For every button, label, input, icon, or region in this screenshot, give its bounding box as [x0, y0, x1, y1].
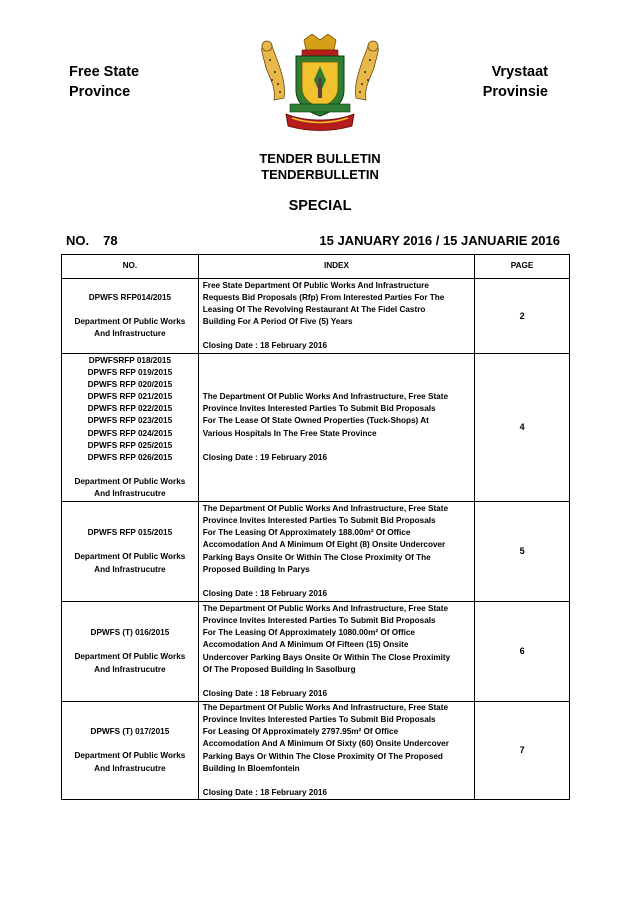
tender-number-cell — [62, 502, 199, 602]
index-description-line: Proposed Building In Parys — [202, 564, 310, 574]
index-description-line: Building In Bloemfontein — [202, 763, 300, 773]
index-description-line: Undercover Parking Bays Onsite Or Within The Close Proximity — [202, 652, 451, 662]
department-name: And Infrastrucutre — [94, 763, 166, 773]
department-name: And Infrastrucutre — [94, 488, 166, 498]
header-right — [483, 62, 548, 102]
index-cell — [198, 702, 474, 800]
index-description-line: Building For A Period Of Five (5) Years — [202, 317, 353, 327]
issue-number-label: NO. — [66, 233, 90, 248]
tender-reference: DPWFS RFP014/2015 — [88, 292, 172, 302]
bulletin-title-afrikaans: TENDERBULLETIN — [261, 167, 379, 182]
header-left — [69, 62, 139, 102]
coat-of-arms-icon — [256, 34, 384, 134]
tender-reference: DPWFS RFP 021/2015 — [87, 392, 173, 402]
index-description-line: Requests Bid Proposals (Rfp) From Interested Parties For The — [202, 292, 445, 302]
tender-reference: DPWFS RFP 022/2015 — [87, 404, 173, 414]
department-name: And Infrastrucutre — [94, 564, 166, 574]
tender-number-cell — [62, 279, 199, 354]
department-name: Department Of Public Works — [74, 751, 186, 761]
index-description-line: Various Hospitals In The Free State Province — [202, 428, 377, 438]
index-description-line: For The Leasing Of Approximately 1080.00m² Of Office — [202, 628, 415, 638]
index-cell — [198, 502, 474, 602]
index-description-line: Accomodation And A Minimum Of Fifteen (15) Onsite — [202, 640, 409, 650]
index-description-line: For Leasing Of Approximately 2797.95m² Of Office — [202, 727, 399, 737]
page-number-cell: 5 — [475, 502, 570, 602]
index-description-line: Accomodation And A Minimum Of Sixty (60) Onsite Undercover — [202, 739, 449, 749]
header-right-line1: Vrystaat — [491, 64, 548, 80]
tender-reference: DPWFS RFP 023/2015 — [87, 416, 173, 426]
tender-reference: DPWFS RFP 024/2015 — [87, 428, 173, 438]
bulletin-title: TENDER BULLETIN — [259, 151, 381, 166]
page-number-cell: 2 — [475, 279, 570, 354]
table-row — [62, 279, 570, 354]
tender-reference: DPWFS RFP 025/2015 — [87, 440, 173, 450]
index-description-line: Of The Proposed Building In Sasolburg — [202, 664, 356, 674]
header-right-line2: Provinsie — [482, 84, 548, 100]
tender-reference: DPWFS (T) 016/2015 — [90, 628, 170, 638]
column-header-index: INDEX — [198, 255, 474, 279]
page-number-cell: 6 — [475, 602, 570, 702]
column-header-no: NO. — [62, 255, 199, 279]
column-header-page: PAGE — [475, 255, 570, 279]
tender-reference: DPWFS RFP 015/2015 — [87, 528, 173, 538]
index-description-line: Accomodation And A Minimum Of Eight (8) Onsite Undercover — [202, 540, 446, 550]
header-left-line1: Free State — [69, 64, 140, 80]
index-cell — [198, 354, 474, 502]
tender-reference: DPWFS RFP 020/2015 — [87, 380, 173, 390]
department-name: Department Of Public Works — [74, 316, 186, 326]
department-name: Department Of Public Works — [74, 652, 186, 662]
index-description-line: Free State Department Of Public Works And Infrastructure — [202, 280, 429, 290]
tender-number-cell — [62, 602, 199, 702]
department-name: Department Of Public Works — [74, 552, 186, 562]
index-description-line: The Department Of Public Works And Infrastructure, Free State — [202, 604, 448, 614]
table-row — [62, 502, 570, 602]
tender-number-cell — [62, 702, 199, 800]
table-header-row — [62, 255, 570, 279]
index-description-line: Province Invites Interested Parties To Submit Bid Proposals — [202, 616, 436, 626]
issue-number — [66, 233, 132, 248]
department-name: Department Of Public Works — [74, 476, 186, 486]
department-name: And Infrastrucutre — [94, 664, 166, 674]
closing-date: Closing Date : 19 February 2016 — [202, 452, 328, 462]
tender-reference: DPWFS RFP 026/2015 — [87, 452, 173, 462]
closing-date: Closing Date : 18 February 2016 — [202, 688, 328, 698]
issue-date: 15 JANUARY 2016 / 15 JANUARIE 2016 — [319, 233, 560, 248]
index-description-line: For The Lease Of State Owned Properties (Tuck-Shops) At — [202, 416, 429, 426]
table-row — [62, 354, 570, 502]
closing-date: Closing Date : 18 February 2016 — [202, 341, 328, 351]
index-description-line: The Department Of Public Works And Infrastructure, Free State — [202, 392, 448, 402]
page-number-cell: 7 — [475, 702, 570, 800]
tender-reference: DPWFSRFP 018/2015 — [88, 355, 171, 365]
tender-reference: DPWFS (T) 017/2015 — [90, 727, 170, 737]
index-description-line: The Department Of Public Works And Infrastructure, Free State — [202, 703, 448, 713]
header-left-line2: Province — [69, 84, 131, 100]
tender-number-cell — [62, 354, 199, 502]
table-row — [62, 702, 570, 800]
index-description-line: Parking Bays Or Within The Close Proximity Of The Proposed — [202, 751, 443, 761]
index-description-line: Province Invites Interested Parties To Submit Bid Proposals — [202, 516, 436, 526]
tender-index-table — [61, 254, 570, 800]
index-description-line: Province Invites Interested Parties To Submit Bid Proposals — [202, 404, 436, 414]
index-description-line: For The Leasing Of Approximately 188.00m² Of Office — [202, 528, 411, 538]
index-cell — [198, 279, 474, 354]
table-row — [62, 602, 570, 702]
index-description-line: The Department Of Public Works And Infrastructure, Free State — [202, 504, 448, 514]
index-description-line: Province Invites Interested Parties To Submit Bid Proposals — [202, 715, 436, 725]
special-heading: SPECIAL — [288, 198, 352, 214]
closing-date: Closing Date : 18 February 2016 — [202, 588, 328, 598]
page-number-cell: 4 — [475, 354, 570, 502]
department-name: And Infrastructure — [94, 329, 166, 339]
issue-number-value: 78 — [103, 233, 118, 248]
index-description-line: Parking Bays Onsite Or Within The Close Proximity Of The — [202, 552, 431, 562]
closing-date: Closing Date : 18 February 2016 — [202, 787, 328, 797]
index-description-line: Leasing Of The Revolving Restaurant At The Fidel Castro — [202, 304, 426, 314]
index-cell — [198, 602, 474, 702]
tender-reference: DPWFS RFP 019/2015 — [87, 368, 173, 378]
